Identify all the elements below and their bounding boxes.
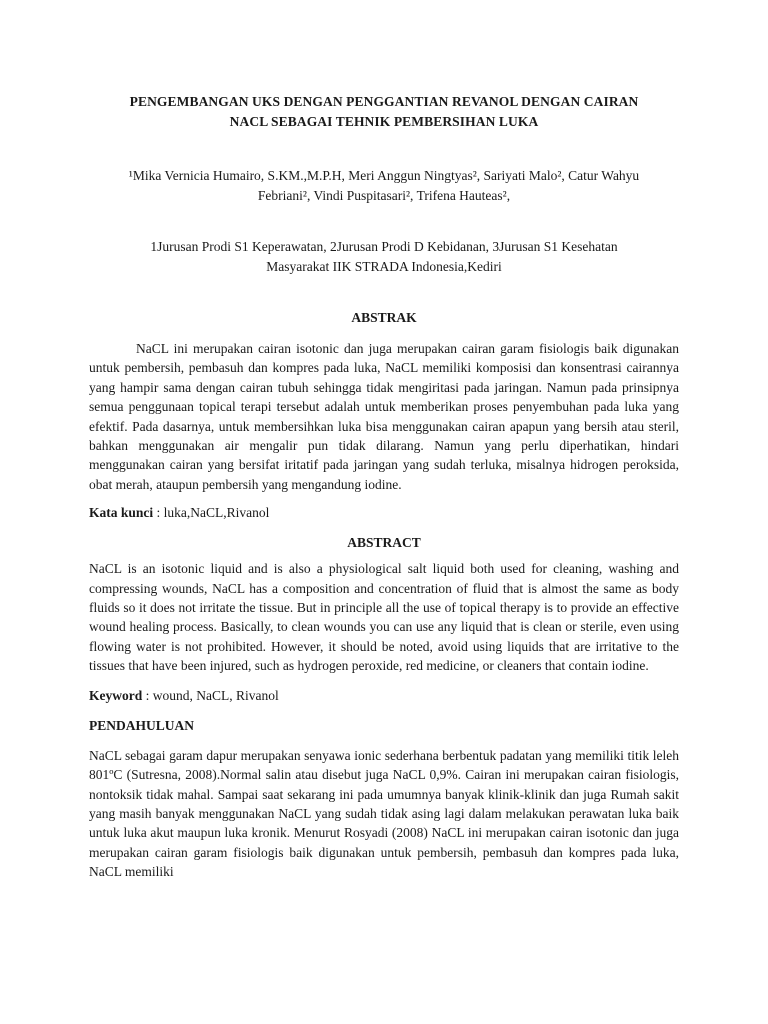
paper-title-line-1: PENGEMBANGAN UKS DENGAN PENGGANTIAN REVANOL DENGAN CAIRAN — [129, 94, 639, 109]
author-list-line-1: ¹Mika Vernicia Humairo, S.KM.,M.P.H, Meri Anggun Ningtyas², Sariyati Malo², Catur Wahyu — [128, 168, 640, 183]
pendahuluan-paragraph: NaCL sebagai garam dapur merupakan senyawa ionic sederhana berbentuk padatan yang memiliki titik leleh 801ºC (Sutresna, 2008).Normal salin atau disebut juga NaCL 0,9%. Cairan ini merupakan cairan fisiologis, nontoksik tidak mahal. Sampai saat sekarang ini pada umumnya banyak klinik-klinik dan juga Rumah sakit yang masih banyak menggunakan NaCL yang sudah tidak asing lagi dalam melakukan perawatan luka baik untuk luka akut maupun luka kronik. Menurut Rosyadi (2008) NaCL ini merupakan cairan isotonic dan juga merupakan cairan garam fisiologis baik digunakan untuk pembersih, pembasuh dan kompres pada luka, NaCL memiliki — [89, 747, 679, 880]
affiliation-line-2: Masyarakat IIK STRADA Indonesia,Kediri — [266, 259, 502, 274]
paper-title-line-2: NACL SEBAGAI TEHNIK PEMBERSIHAN LUKA — [229, 114, 539, 129]
pendahuluan-heading: PENDAHULUAN — [89, 717, 195, 733]
abstrak-heading: ABSTRAK — [351, 310, 417, 325]
kata-kunci-line — [89, 503, 679, 523]
affiliation — [89, 237, 679, 277]
abstract-heading: ABSTRACT — [347, 535, 421, 551]
keyword-line — [89, 686, 679, 706]
author-list — [89, 166, 679, 206]
paper-title — [89, 92, 679, 132]
kata-kunci-value: : luka,NaCL,Rivanol — [153, 505, 270, 521]
keyword-label: Keyword — [89, 687, 143, 703]
keyword-value: : wound, NaCL, Rivanol — [142, 687, 279, 703]
author-list-line-2: Febriani², Vindi Puspitasari², Trifena Hauteas², — [257, 188, 511, 203]
abstrak-paragraph: NaCL ini merupakan cairan isotonic dan juga merupakan cairan garam fisiologis baik digunakan untuk pembersih, pembasuh dan kompres pada luka, NaCL memiliki komposisi dan konsentrasi cairannya yang hampir sama dengan cairan tubuh sehingga tidak mengiritasi pada jaringan. Namun pada prinsipnya semua penggunaan topical terapi tersebut adalah untuk memberikan proses penyembuhan pada luka yang efektif. Pada dasarnya, untuk membersihkan luka bisa menggunakan cairan apapun yang bersih atau steril, bahkan menggunakan air mengalir pun tidak dilarang. Namun yang perlu diperhatikan, hindari menggunakan cairan yang bersifat iritatif pada jaringan yang sudah terluka, misalnya hidrogen peroksida, obat merah, ataupun pembersih yang mengandung iodine. — [89, 341, 679, 492]
affiliation-line-1: 1Jurusan Prodi S1 Keperawatan, 2Jurusan Prodi D Kebidanan, 3Jurusan S1 Kesehatan — [150, 239, 618, 254]
abstract-paragraph: NaCL is an isotonic liquid and is also a physiological salt liquid both used for cleaning, washing and compressing wounds, NaCL has a composition and concentration of fluid that is almost the same as body fluids so it does not irritate the tissue. But in principle all the use of topical therapy is to provide an effective wound healing process. Basically, to clean wounds you can use any liquid that is clean or sterile, even using flowing water is not prohibited. However, it should be noted, avoid using liquids that are irritative to the tissues that have been injured, such as hydrogen peroxide, red medicine, or cleaners that contain iodine. — [89, 561, 679, 674]
kata-kunci-label: Kata kunci — [89, 505, 154, 521]
